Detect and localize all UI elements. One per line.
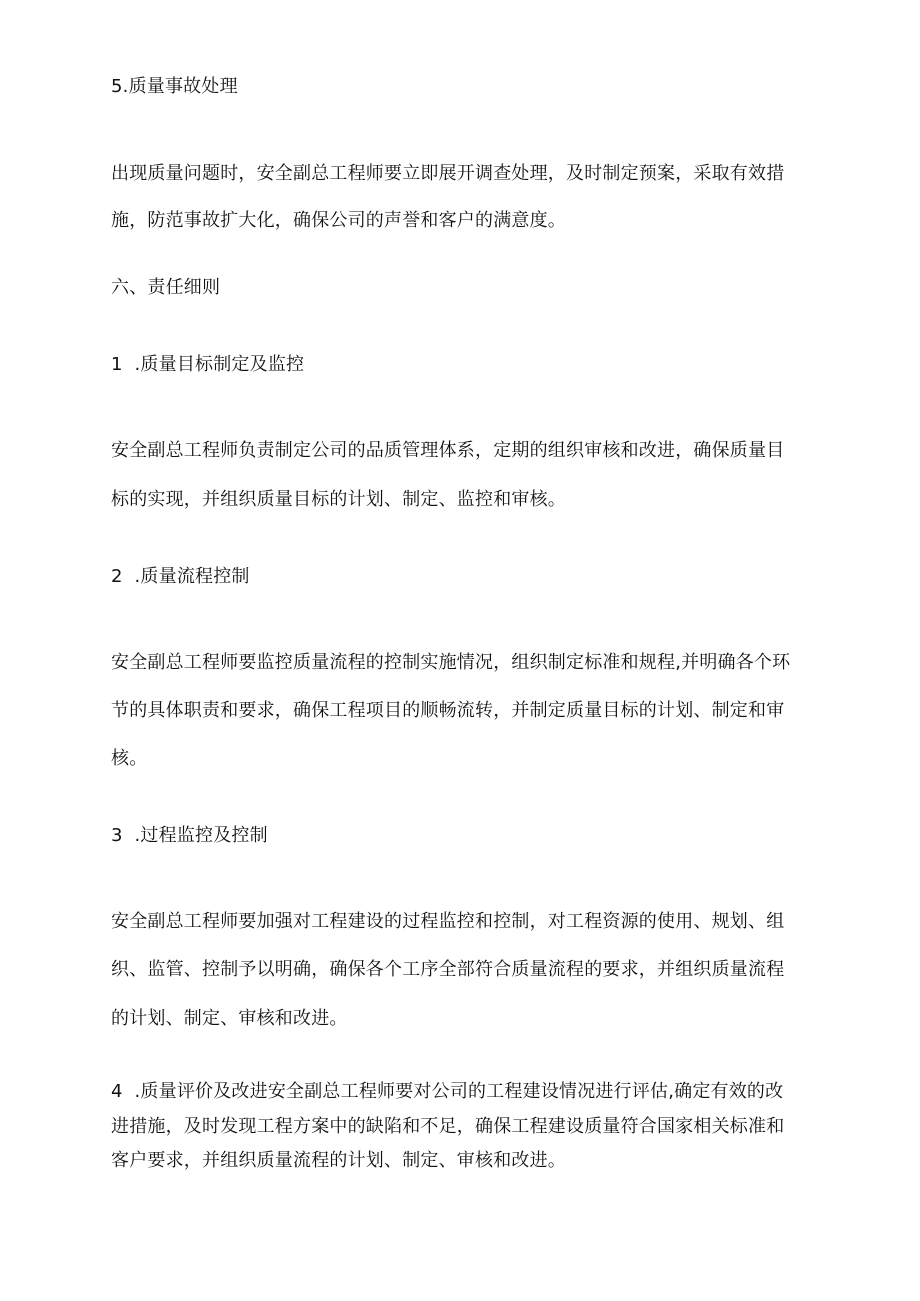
item-3-heading: 3 .过程监控及控制 xyxy=(111,825,268,846)
item-1-paragraph-line-1: 安全副总工程师负责制定公司的品质管理体系，定期的组织审核和改进，确保质量目 xyxy=(111,440,785,461)
item-1-heading: 1 .质量目标制定及监控 xyxy=(111,354,305,375)
item-2-paragraph-line-1: 安全副总工程师要监控质量流程的控制实施情况，组织制定标准和规程,并明确各个环 xyxy=(111,652,791,673)
item-4-paragraph-line-2: 进措施，及时发现工程方案中的缺陷和不足，确保工程建设质量符合国家相关标准和 xyxy=(111,1116,785,1137)
item-4-paragraph-line-1: 4 .质量评价及改进安全副总工程师要对公司的工程建设情况进行评估,确定有效的改 xyxy=(111,1081,784,1102)
item-1-paragraph-line-2: 标的实现，并组织质量目标的计划、制定、监控和审核。 xyxy=(111,489,566,510)
item-2-heading: 2 .质量流程控制 xyxy=(111,566,250,587)
item-2-paragraph-line-3: 核。 xyxy=(111,748,148,769)
item-3-paragraph-line-3: 的计划、制定、审核和改进。 xyxy=(111,1008,348,1029)
item-4-paragraph-line-3: 客户要求，并组织质量流程的计划、制定、审核和改进。 xyxy=(111,1150,566,1171)
section-5-heading: 5.质量事故处理 xyxy=(111,76,238,97)
section-5-paragraph-line-1: 出现质量问题时，安全副总工程师要立即展开调查处理，及时制定预案，采取有效措 xyxy=(111,163,785,184)
item-3-paragraph-line-2: 织、监管、控制予以明确，确保各个工序全部符合质量流程的要求，并组织质量流程 xyxy=(111,959,785,980)
section-5-paragraph-line-2: 施，防范事故扩大化，确保公司的声誉和客户的满意度。 xyxy=(111,210,566,231)
item-3-paragraph-line-1: 安全副总工程师要加强对工程建设的过程监控和控制，对工程资源的使用、规划、组 xyxy=(111,911,785,932)
chapter-6-heading: 六、责任细则 xyxy=(111,277,221,298)
item-2-paragraph-line-2: 节的具体职责和要求，确保工程项目的顺畅流转，并制定质量目标的计划、制定和审 xyxy=(111,700,785,721)
